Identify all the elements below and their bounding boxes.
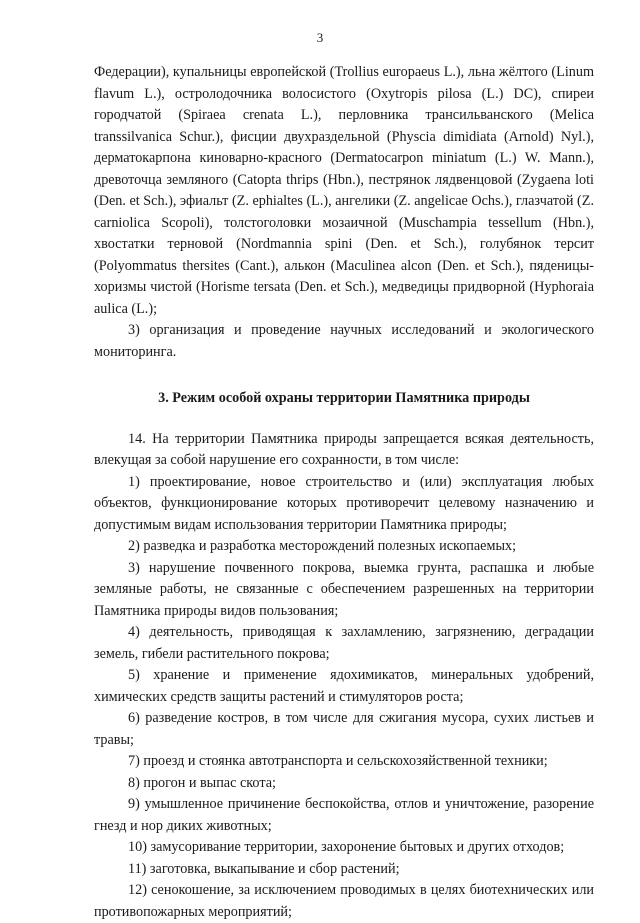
list-item-5: 5) хранение и применение ядохимикатов, минеральных удобрений, химических средств защиты растений и стимуляторов роста;: [94, 667, 594, 705]
document-body: [94, 62, 594, 923]
list-item-1: 1) проектирование, новое строительство и (или) эксплуатация любых объектов, функционирование которых противоречит целевому назначению и допустимым видам использования территории Памятника природы;: [94, 473, 594, 533]
list-item-7: 7) проезд и стоянка автотранспорта и сельскохозяйственной техники;: [128, 753, 548, 769]
list-item-6: 6) разведение костров, в том числе для сжигания мусора, сухих листьев и травы;: [94, 710, 594, 748]
list-item-4: 4) деятельность, приводящая к захламлению, загрязнению, деградации земель, гибели растительного покрова;: [94, 624, 594, 662]
list-item-9: 9) умышленное причинение беспокойства, отлов и уничтожение, разорение гнезд и нор диких животных;: [94, 796, 594, 834]
paragraph-species-list: Федерации), купальницы европейской (Trollius europaeus L.), льна жёлтого (Linum flavum L.), остролодочника волосистого (Oxytropis pilosa (L.) DC), спиреи городчатой (Spiraea crenata L.), перловника трансильванского (Melica transsilvanica Schur.), фисции двухраздельной (Physcia dimidiata (Arnold) Nyl.), дерматокарпона киноварно-красного (Dermatocarpon miniatum (L.) W. Mann.), древоточца земляного (Catopta thrips (Hbn.), пестрянок лядвенцовой (Zygaena loti (Den. et Sch.), эфиальт (Z. ephialtes (L.), ангелики (Z. angelicae Ochs.), глазчатой (Z. carniolica Scopoli), толстоголовки мозаичной (Muschampia tessellum (Hbn.), хвостатки терновой (Nordmannia spini (Den. et Sch.), голубянок терсит (Polyommatus thersites (Cant.), алькон (Maculinea alcon (Den. et Sch.), пяденицы-хоризмы чистой (Horisme tersata (Den. et Sch.), медведицы придворной (Hyphoraia aulica (L.);: [94, 64, 594, 317]
list-item-11: 11) заготовка, выкапывание и сбор растений;: [128, 860, 400, 877]
section-heading: 3. Режим особой охраны территории Памятника природы: [158, 390, 530, 406]
list-item-12: 12) сенокошение, за исключением проводимых в целях биотехнических или противопожарных мероприятий;: [94, 882, 594, 920]
paragraph-14-intro: 14. На территории Памятника природы запрещается всякая деятельность, влекущая за собой нарушение его сохранности, в том числе:: [94, 430, 594, 468]
list-item-2: 2) разведка и разработка месторождений полезных ископаемых;: [128, 538, 517, 554]
list-item-3: 3) нарушение почвенного покрова, выемка грунта, распашка и любые земляные работы, не связанные с обеспечением разрешенных на территории Памятника природы видов пользования;: [94, 559, 594, 619]
page-number: 3: [316, 30, 324, 45]
list-item-8: 8) прогон и выпас скота;: [128, 774, 276, 791]
paragraph-item-3-research: 3) организация и проведение научных исследований и экологического мониторинга.: [94, 322, 594, 360]
list-item-10: 10) замусоривание территории, захоронение бытовых и других отходов;: [128, 839, 565, 855]
